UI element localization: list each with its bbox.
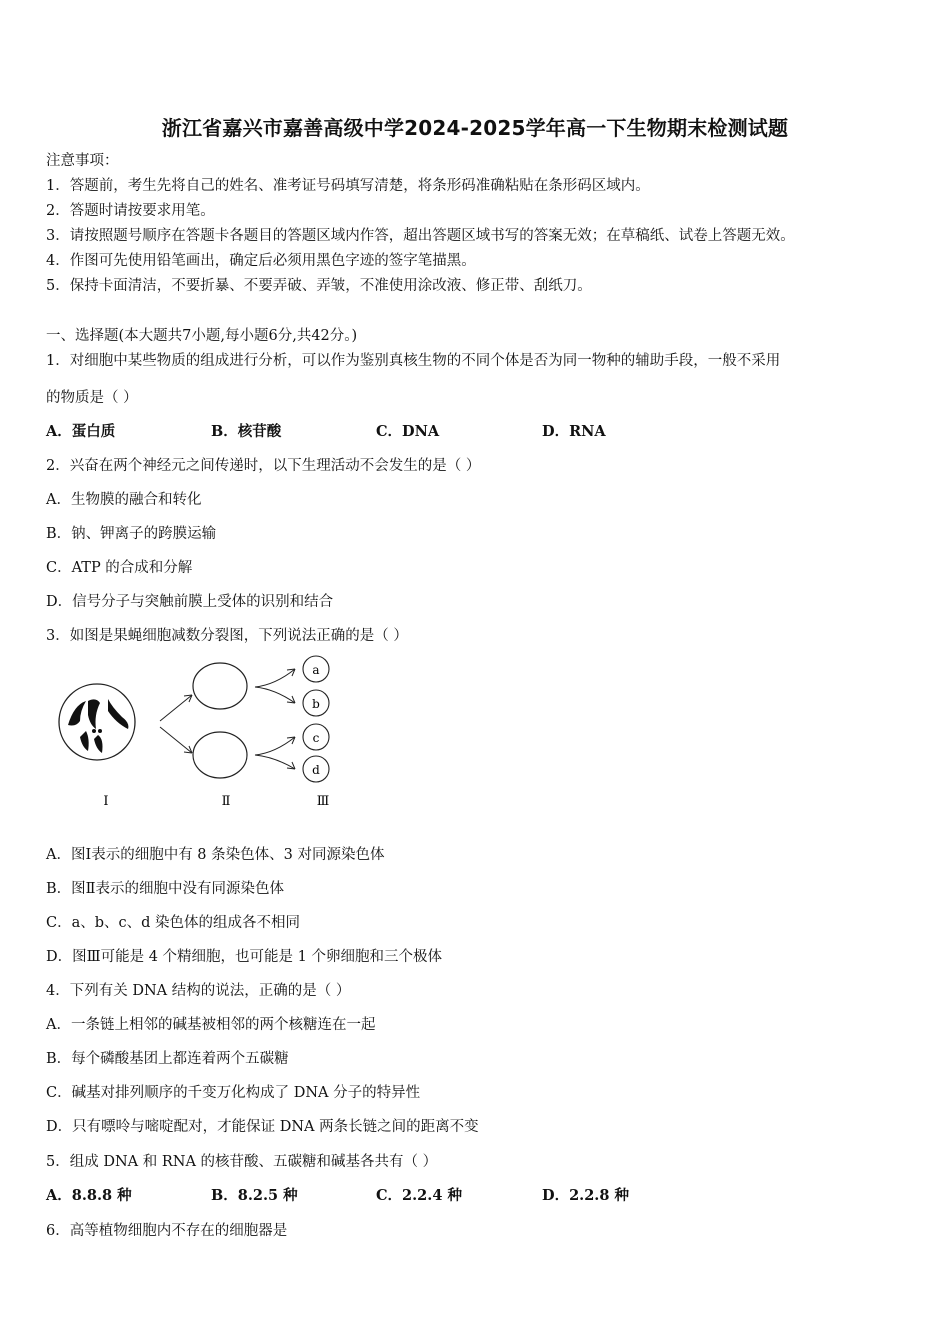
- label-c: c: [312, 731, 320, 745]
- q2-option-c: C．ATP 的合成和分解: [46, 560, 193, 576]
- q2-option-b: B．钠、钾离子的跨膜运输: [46, 526, 217, 542]
- notice-item-4: 4．作图可先使用铅笔画出，确定后必须用黑色字迹的签字笔描黑。: [46, 253, 476, 269]
- q2-stem: 2．兴奋在两个神经元之间传递时，以下生理活动不会发生的是（ ）: [46, 458, 481, 474]
- q5-option-a: A．8.8.8 种: [46, 1187, 132, 1204]
- q3-option-b: B．图Ⅱ表示的细胞中没有同源染色体: [46, 881, 285, 897]
- q5-option-c: C．2.2.4 种: [376, 1187, 462, 1204]
- q5-option-d: D．2.2.8 种: [542, 1187, 629, 1204]
- q4-stem: 4．下列有关 DNA 结构的说法，正确的是（ ）: [46, 983, 351, 999]
- arrow-ii-d: [255, 755, 295, 769]
- label-d: d: [312, 763, 320, 777]
- q6-stem: 6．高等植物细胞内不存在的细胞器是: [46, 1223, 288, 1239]
- q4-option-c: C．碱基对排列顺序的千变万化构成了 DNA 分子的特异性: [46, 1085, 421, 1101]
- q1-option-a: A．蛋白质: [46, 423, 116, 440]
- q3-option-c: C．a、b、c、d 染色体的组成各不相同: [46, 915, 301, 931]
- stage-label-ii: Ⅱ: [221, 794, 231, 809]
- notice-heading: 注意事项：: [46, 153, 119, 169]
- q1-stem-line2: 的物质是（ ）: [46, 390, 138, 406]
- arrow-i-ii-top: [160, 695, 192, 721]
- q4-option-a: A．一条链上相邻的碱基被相邻的两个核糖连在一起: [46, 1017, 376, 1033]
- stage-label-iii: Ⅲ: [316, 794, 330, 809]
- q5-option-b: B．8.2.5 种: [211, 1187, 298, 1204]
- notice-item-5: 5．保持卡面清洁，不要折暴、不要弄破、弄皱，不准使用涂改液、修正带、刮纸刀。: [46, 278, 592, 294]
- q4-option-b: B．每个磷酸基团上都连着两个五碳糖: [46, 1051, 289, 1067]
- arrow-i-ii-bottom: [160, 727, 192, 753]
- chromosomes-i: [68, 699, 128, 753]
- page-title: 浙江省嘉兴市嘉善高级中学2024-2025学年高一下生物期末检测试题: [161, 116, 789, 140]
- cell-ii-top: [193, 663, 247, 709]
- q3-option-d: D．图Ⅲ可能是 4 个精细胞，也可能是 1 个卵细胞和三个极体: [46, 949, 442, 965]
- q1-stem-line1: 1．对细胞中某些物质的组成进行分析，可以作为鉴别真核生物的不同个体是否为同一物种的辅助手段，一般不采用: [46, 353, 781, 369]
- notice-item-2: 2．答题时请按要求用笔。: [46, 203, 215, 219]
- notice-item-3: 3．请按照题号顺序在答题卡各题目的答题区域内作答，超出答题区域书写的答案无效；在草稿纸、试卷上答题无效。: [46, 228, 795, 244]
- section-heading: 一、选择题(本大题共7小题,每小题6分,共42分。): [46, 328, 358, 344]
- q4-option-d: D．只有嘌呤与嘧啶配对，才能保证 DNA 两条长链之间的距离不变: [46, 1119, 479, 1135]
- arrow-ii-c: [255, 737, 295, 755]
- q5-stem: 5．组成 DNA 和 RNA 的核苷酸、五碳糖和碱基各共有（ ）: [46, 1154, 438, 1170]
- stage-label-i: Ⅰ: [103, 794, 109, 809]
- notice-item-1: 1．答题前，考生先将自己的姓名、准考证号码填写清楚，将条形码准确粘贴在条形码区域内。: [46, 178, 650, 194]
- q1-option-d: D．RNA: [542, 423, 606, 440]
- arrow-ii-a: [255, 669, 295, 687]
- q1-option-b: B．核苷酸: [211, 423, 282, 440]
- meiosis-diagram: [50, 655, 350, 815]
- q3-stem: 3．如图是果蝇细胞减数分裂图，下列说法正确的是（ ）: [46, 628, 408, 644]
- q2-option-d: D．信号分子与突触前膜上受体的识别和结合: [46, 594, 334, 610]
- q3-option-a: A．图Ⅰ表示的细胞中有 8 条染色体、3 对同源染色体: [46, 847, 385, 863]
- cell-ii-bottom: [193, 732, 247, 778]
- q1-option-c: C．DNA: [376, 423, 440, 440]
- arrow-ii-b: [255, 687, 295, 703]
- label-a: a: [312, 663, 320, 677]
- label-b: b: [312, 697, 320, 711]
- q2-option-a: A．生物膜的融合和转化: [46, 492, 202, 508]
